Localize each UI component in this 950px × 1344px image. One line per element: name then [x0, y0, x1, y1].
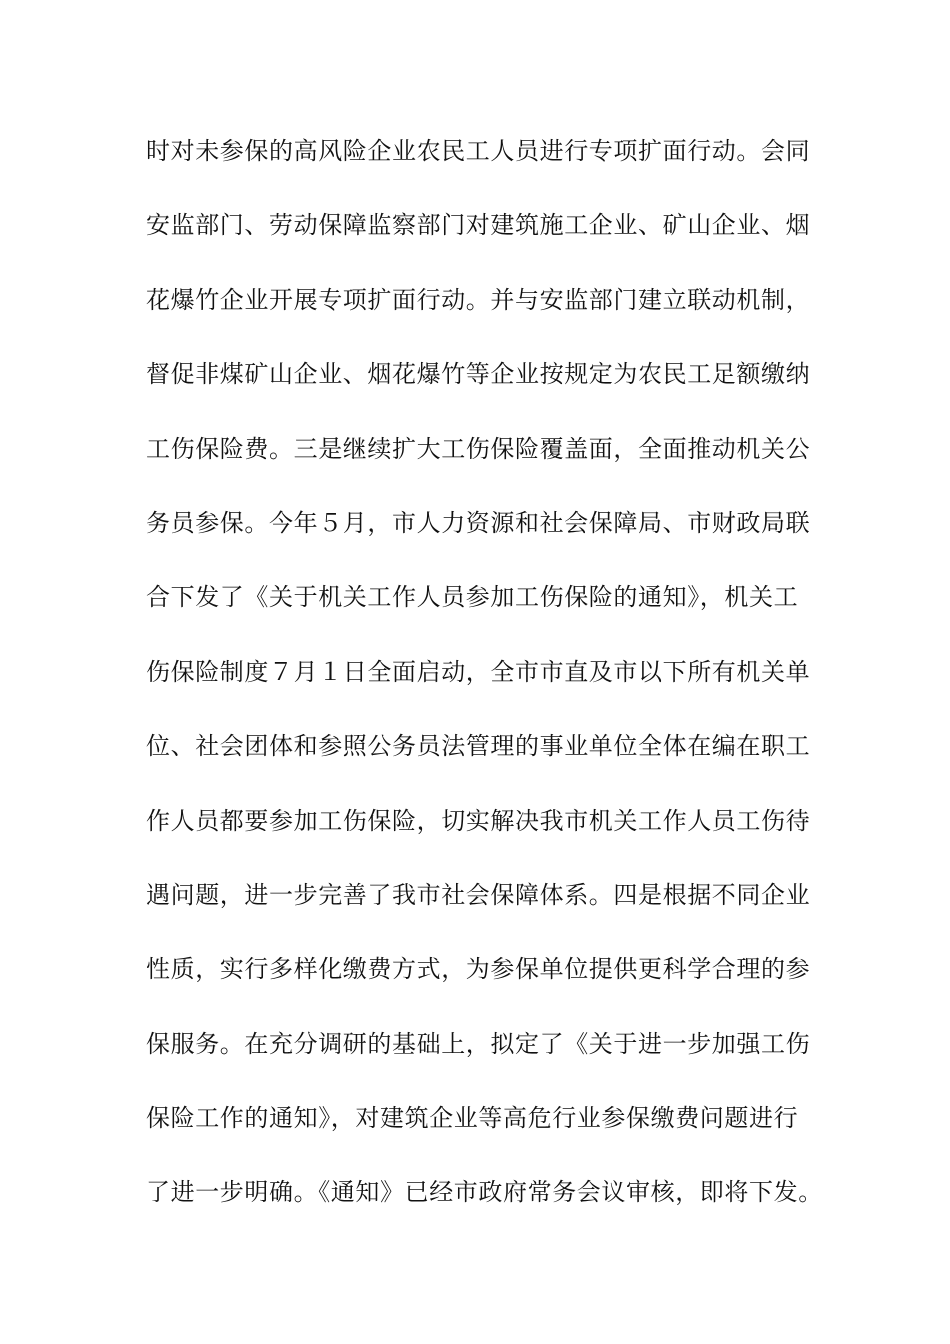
text-line: 督促非煤矿山企业、烟花爆竹等企业按规定为农民工足额缴纳: [146, 360, 811, 389]
text-line: 了进一步明确。《通知》已经市政府常务会议审核，即将下发。: [146, 1178, 823, 1207]
text-line: 安监部门、劳动保障监察部门对建筑施工企业、矿山企业、烟: [146, 211, 811, 240]
text-line: 作人员都要参加工伤保险，切实解决我市机关工作人员工伤待: [146, 806, 811, 835]
text-line: 保险工作的通知》，对建筑企业等高危行业参保缴费问题进行: [146, 1104, 799, 1133]
text-line: 务员参保。今年５月，市人力资源和社会保障局、市财政局联: [146, 508, 811, 537]
text-line: 遇问题，进一步完善了我市社会保障体系。四是根据不同企业: [146, 880, 811, 909]
text-line: 工伤保险费。三是继续扩大工伤保险覆盖面，全面推动机关公: [146, 434, 811, 463]
text-line: 伤保险制度７月１日全面启动，全市市直及市以下所有机关单: [146, 657, 811, 686]
text-line: 时对未参保的高风险企业农民工人员进行专项扩面行动。会同: [146, 137, 811, 165]
body-text: [146, 128, 826, 1244]
text-line: 位、社会团体和参照公务员法管理的事业单位全体在编在职工: [146, 732, 811, 761]
text-line: 合下发了《关于机关工作人员参加工伤保险的通知》，机关工: [146, 583, 799, 612]
text-line: 花爆竹企业开展专项扩面行动。并与安监部门建立联动机制，: [146, 285, 811, 314]
text-line: 性质，实行多样化缴费方式，为参保单位提供更科学合理的参: [146, 955, 811, 984]
text-line: 保服务。在充分调研的基础上，拟定了《关于进一步加强工伤: [146, 1029, 811, 1058]
